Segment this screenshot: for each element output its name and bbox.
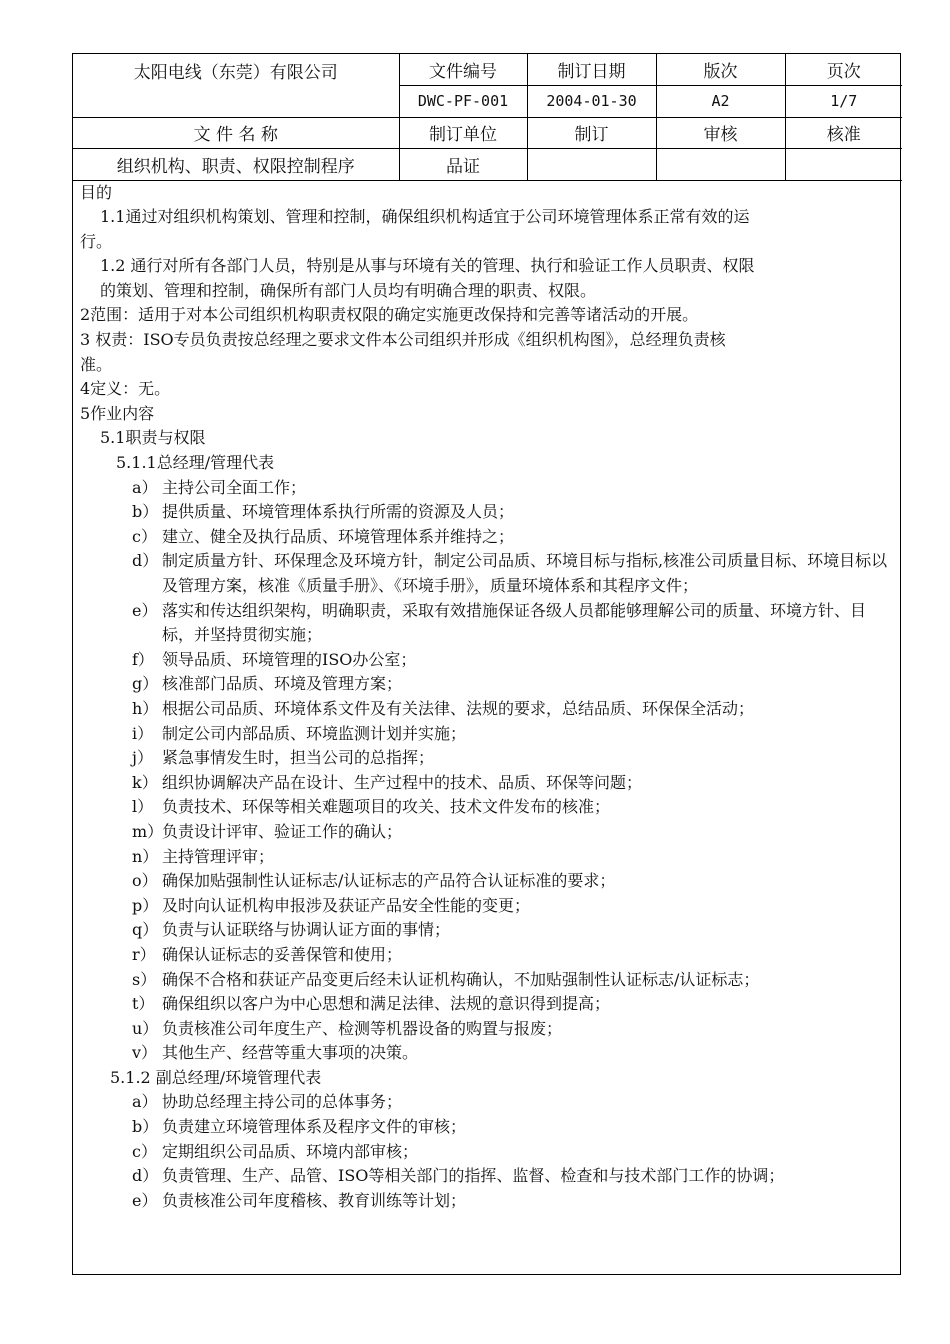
paragraph-1-2-cont: 的策划、管理和控制，确保所有部门人员均有明确合理的职责、权限。 — [100, 280, 597, 300]
list-item-text: 协助总经理主持公司的总体事务； — [162, 1092, 403, 1112]
list-item-marker: g） — [132, 674, 159, 694]
subsection-5-1-2: 5.1.2 副总经理/环境管理代表 — [110, 1067, 322, 1087]
list-item — [80, 845, 894, 870]
unit: 品证 — [399, 148, 527, 180]
draft-signature — [527, 148, 656, 180]
list-item-marker: p） — [132, 895, 159, 915]
list-item — [80, 869, 894, 894]
list-item-text: 主持管理评审； — [162, 846, 275, 866]
list-item-text: 根据公司品质、环境体系文件及有关法律、法规的要求，总结品质、环保保全活动； — [162, 698, 755, 718]
list-item — [80, 672, 894, 697]
list-item — [80, 1017, 894, 1042]
list-item — [80, 476, 894, 501]
list-item-text: 确保组织以客户为中心思想和满足法律、法规的意识得到提高； — [162, 994, 611, 1014]
list-item-marker: d） — [132, 551, 159, 571]
document-header-table — [73, 54, 902, 181]
list-item-marker: t） — [132, 994, 155, 1014]
approve-signature — [785, 148, 902, 180]
list-item-marker: a） — [132, 1092, 158, 1112]
review-signature — [656, 148, 785, 180]
list-item-marker: i） — [132, 723, 154, 743]
subsection-5-1-1: 5.1.1总经理/管理代表 — [116, 453, 275, 473]
list-item — [80, 722, 894, 747]
paragraph-1-1-cont: 行。 — [80, 231, 113, 251]
list-item-text: 负责核准公司年度稽核、教育训练等计划； — [162, 1190, 467, 1210]
list-item-marker: v） — [132, 1043, 158, 1063]
list-item — [80, 1140, 894, 1165]
file-name-label: 文 件 名 称 — [73, 117, 399, 148]
version: A2 — [656, 85, 785, 117]
date: 2004-01-30 — [527, 85, 656, 117]
list-item-marker: l） — [132, 797, 154, 817]
file-name: 组织机构、职责、权限控制程序 — [73, 148, 399, 180]
draft-label: 制订 — [527, 117, 656, 148]
list-item-marker: s） — [132, 969, 157, 989]
page-number: 1/7 — [785, 85, 902, 117]
list-item — [80, 992, 894, 1017]
list-item-marker: r） — [132, 944, 156, 964]
list-item — [80, 1164, 894, 1189]
list-item-text: 主持公司全面工作； — [162, 477, 307, 497]
list-item-marker: e） — [132, 1190, 158, 1210]
list-item-marker: h） — [132, 698, 159, 718]
list-item — [80, 820, 894, 845]
list-item-text: 落实和传达组织架构，明确职责，采取有效措施保证各级人员都能够理解公司的质量、环境方针、目标，并坚持贯彻实施； — [162, 600, 867, 645]
document-body — [73, 181, 900, 1214]
list-item-marker: o） — [132, 871, 158, 891]
list-item — [80, 599, 894, 648]
list-item — [80, 1189, 894, 1214]
list-item — [80, 1115, 894, 1140]
section-work-content: 5作业内容 — [80, 403, 155, 423]
list-item-text: 负责设计评审、验证工作的确认； — [162, 821, 403, 841]
section-scope: 2范围：适用于对本公司组织机构职责权限的确定实施更改保持和完善等诸活动的开展。 — [80, 305, 699, 325]
doc-no: DWC-PF-001 — [399, 85, 527, 117]
duty-list-5-1-2 — [80, 1090, 894, 1213]
list-item-text: 确保加贴强制性认证标志/认证标志的产品符合认证标准的要求； — [162, 871, 616, 891]
section-purpose-title: 目的 — [80, 182, 113, 202]
list-item-marker: f） — [132, 649, 154, 669]
list-item-text: 提供质量、环境管理体系执行所需的资源及人员； — [162, 502, 515, 522]
list-item-text: 确保不合格和获证产品变更后经未认证机构确认，不加贴强制性认证标志/认证标志； — [162, 969, 760, 989]
duty-list-5-1-1 — [80, 476, 894, 1066]
list-item-text: 定期组织公司品质、环境内部审核； — [162, 1141, 419, 1161]
list-item-text: 其他生产、经营等重大事项的决策。 — [162, 1043, 419, 1063]
list-item-text: 制定质量方针、环保理念及环境方针，制定公司品质、环境目标与指标,核准公司质量目标、环境目标以及管理方案，核准《质量手册》、《环境手册》，质量环境体系和其程序文件； — [162, 551, 888, 595]
list-item — [80, 697, 894, 722]
list-item-marker: j） — [132, 748, 153, 768]
list-item-text: 负责建立环境管理体系及程序文件的审核； — [162, 1117, 467, 1137]
date-label: 制订日期 — [527, 54, 656, 85]
approve-label: 核准 — [785, 117, 902, 148]
list-item-text: 及时向认证机构申报涉及获证产品安全性能的变更； — [162, 895, 531, 915]
list-item-text: 组织协调解决产品在设计、生产过程中的技术、品质、环保等问题； — [162, 772, 643, 792]
list-item — [80, 648, 894, 673]
list-item-marker: c） — [132, 1141, 157, 1161]
document-page — [72, 53, 901, 1275]
list-item — [80, 771, 894, 796]
list-item-text: 负责核准公司年度生产、检测等机器设备的购置与报废； — [162, 1018, 563, 1038]
list-item — [80, 943, 894, 968]
list-item-marker: a） — [132, 477, 158, 497]
list-item-marker: n） — [132, 846, 159, 866]
list-item-marker: m） — [132, 821, 164, 841]
list-item-marker: e） — [132, 600, 158, 620]
list-item-text: 建立、健全及执行品质、环境管理体系并维持之； — [162, 526, 515, 546]
list-item — [80, 746, 894, 771]
doc-no-label: 文件编号 — [399, 54, 527, 85]
list-item-marker: b） — [132, 1117, 159, 1137]
list-item — [80, 1090, 894, 1115]
page-label: 页次 — [785, 54, 902, 85]
list-item-marker: q） — [132, 920, 159, 940]
section-definition: 4定义：无。 — [80, 379, 171, 399]
list-item-marker: c） — [132, 526, 157, 546]
list-item-marker: u） — [132, 1018, 159, 1038]
unit-label: 制订单位 — [399, 117, 527, 148]
list-item — [80, 968, 894, 993]
list-item-text: 确保认证标志的妥善保管和使用； — [162, 944, 403, 964]
list-item — [80, 1041, 894, 1066]
version-label: 版次 — [656, 54, 785, 85]
review-label: 审核 — [656, 117, 785, 148]
list-item-text: 负责与认证联络与协调认证方面的事情； — [162, 920, 451, 940]
list-item-marker: b） — [132, 502, 159, 522]
subsection-5-1: 5.1职责与权限 — [100, 428, 206, 448]
list-item-text: 制定公司内部品质、环境监测计划并实施； — [162, 723, 467, 743]
list-item-marker: d） — [132, 1166, 159, 1186]
list-item-text: 领导品质、环境管理的ISO办公室； — [162, 649, 417, 669]
list-item-text: 负责技术、环保等相关难题项目的攻关、技术文件发布的核准； — [162, 797, 611, 817]
list-item-text: 负责管理、生产、品管、ISO等相关部门的指挥、监督、检查和与技术部门工作的协调； — [162, 1166, 785, 1186]
list-item-marker: k） — [132, 772, 158, 792]
list-item-text: 核准部门品质、环境及管理方案； — [162, 674, 403, 694]
list-item-text: 紧急事情发生时，担当公司的总指挥； — [162, 748, 435, 768]
list-item — [80, 500, 894, 525]
paragraph-1-2: 1.2 通行对所有各部门人员，特别是从事与环境有关的管理、执行和验证工作人员职责、权限 — [100, 256, 755, 276]
section-responsibility: 3 权责：ISO专员负责按总经理之要求文件本公司组织并形成《组织机构图》，总经理负责核 — [80, 330, 726, 350]
paragraph-1-1: 1.1通过对组织机构策划、管理和控制，确保组织机构适宜于公司环境管理体系正常有效的运 — [100, 207, 750, 227]
list-item — [80, 894, 894, 919]
section-responsibility-cont: 准。 — [80, 354, 113, 374]
company-name: 太阳电线（东莞）有限公司 — [73, 54, 399, 117]
list-item — [80, 549, 894, 598]
list-item — [80, 795, 894, 820]
list-item — [80, 918, 894, 943]
list-item — [80, 525, 894, 550]
